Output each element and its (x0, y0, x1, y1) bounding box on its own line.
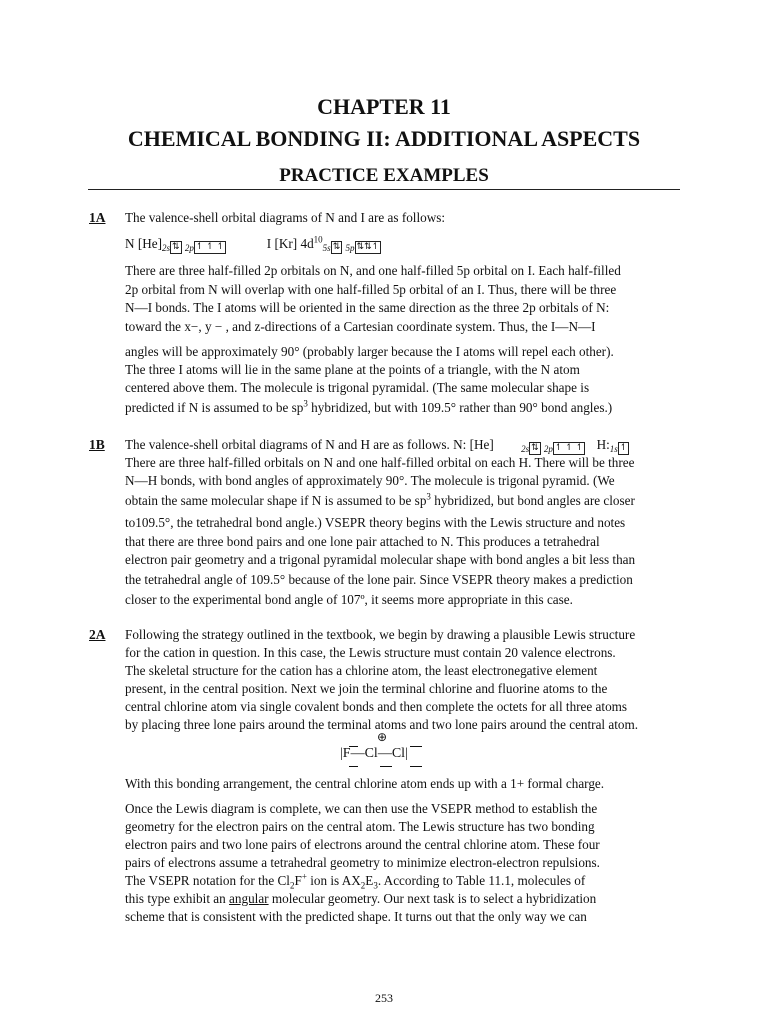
text-line (125, 873, 585, 889)
orbital-diagram-n-i (125, 236, 381, 256)
text-line: angles will be approximately 90° (probably larger because the I atoms will repel each other). (125, 344, 614, 359)
orbital-label: 5s (322, 243, 331, 253)
orbital-label: 2p (543, 444, 553, 454)
text-line: N—I bonds. The I atoms will be oriented in the same direction as the three 2p orbitals of N: (125, 300, 610, 315)
text-line: closer to the experimental bond angle of 107º, it seems more appropriate in this case. (125, 592, 573, 607)
text-line: There are three half-filled 2p orbitals on N, and one half-filled 5p orbital on I. Each half-filled (125, 263, 621, 278)
orbital-box: ↿ (619, 443, 628, 453)
text-line: Once the Lewis diagram is complete, we can then use the VSEPR method to establish the (125, 801, 598, 816)
text-run: molecular geometry. Our next task is to select a hybridization (268, 891, 597, 906)
lewis-bond: — (377, 746, 392, 761)
text-line: There are three half-filled orbitals on N and one half-filled orbital on each H. There will be three (125, 455, 635, 470)
text-run: The VSEPR notation for the Cl (125, 873, 290, 888)
text-line (125, 437, 629, 457)
text-run: this type exhibit an (125, 891, 230, 906)
orbital-box: ⇅ (531, 443, 539, 453)
example-label-1a: 1A (89, 210, 106, 225)
subscript: 2 (360, 880, 366, 891)
text-line: centered above them. The molecule is trigonal pyramidal. (The same molecular shape is (125, 380, 590, 395)
orbital-box: ↿ ↿ ↿ (554, 443, 584, 453)
text-line: present, in the central position. Next we join the terminal chlorine and fluorine atoms to the (125, 681, 608, 696)
header-rule (88, 189, 680, 190)
text-line: geometry for the electron pairs on the central atom. The Lewis structure has two bonding (125, 819, 595, 834)
orbital-label: 1s (609, 444, 618, 454)
text-line: electron pair geometry and a trigonal pyramidal molecular shape with bond angles a bit less than (125, 552, 636, 567)
orbital-box: ⇅ (172, 242, 180, 252)
text-line: for the cation in question. In this case, the Lewis structure must contain 20 valence electrons. (125, 645, 616, 660)
text-run: ion is AX (306, 873, 361, 888)
text-line (125, 891, 596, 907)
text-run: . According to Table 11.1, molecules of (377, 873, 586, 888)
orbital-label: 2s (521, 444, 530, 454)
formal-charge-symbol: ⊕ (377, 730, 388, 744)
orbital-box: ⇅⇅↿ (356, 242, 380, 252)
text-line: The valence-shell orbital diagrams of N and I are as follows: (125, 210, 446, 225)
text-line: The three I atoms will lie in the same plane at the points of a triangle, with the N atom (125, 362, 580, 377)
text-run: The valence-shell orbital diagrams of N and H are as follows. N: [He] (125, 437, 494, 452)
lewis-atom-f: |F (340, 746, 351, 761)
text-run: hybridized, but bond angles are closer (430, 493, 635, 508)
orbital-box: ↿ ↿ ↿ (195, 242, 225, 252)
text-run: obtain the same molecular shape if N is assumed to be sp (125, 493, 427, 508)
superscript: 3 (426, 491, 431, 502)
lone-pair-bar (410, 766, 422, 767)
page-number: 253 (375, 991, 393, 1005)
example-label-2a: 2A (89, 627, 106, 642)
text-run: hybridized, but with 109.5° rather than 90° bond angles.) (307, 400, 613, 415)
text-line: With this bonding arrangement, the central chlorine atom ends up with a 1+ formal charge. (125, 776, 605, 791)
text-run: F (294, 873, 302, 888)
text-line: N—H bonds, with bond angles of approximately 90°. The molecule is trigonal pyramid. (We (125, 473, 615, 488)
lone-pair-bar (349, 766, 358, 767)
lone-pair-bar (410, 746, 422, 747)
lewis-atom-cl-terminal: Cl| (391, 746, 408, 761)
text-line: scheme that is consistent with the predicted shape. It turns out that the only way we can (125, 909, 587, 924)
chapter-number: CHAPTER 11 (317, 94, 451, 119)
subscript: 3 (373, 880, 378, 891)
text-line: Following the strategy outlined in the textbook, we begin by drawing a plausible Lewis structure (125, 627, 636, 642)
lone-pair-bar (349, 746, 358, 747)
superscript: 10 (313, 234, 323, 245)
superscript: 3 (303, 398, 308, 409)
subscript: 2 (289, 880, 295, 891)
h-label: H: (596, 437, 610, 452)
underlined-word: angular (229, 891, 269, 906)
orbital-label: 5p (345, 243, 355, 253)
i-config: I [Kr] 4d (266, 236, 314, 251)
text-line: central chlorine atom via single covalent bonds and then complete the octets for all three atoms (125, 699, 628, 714)
lewis-row (340, 746, 408, 762)
text-line: pairs of electrons assume a tetrahedral geometry to minimize electron-electron repulsions. (125, 855, 600, 870)
text-run: E (365, 873, 374, 888)
text-line (125, 400, 612, 416)
superscript: + (301, 871, 307, 882)
orbital-label: 2s (161, 243, 170, 253)
n-config: N [He] (125, 236, 162, 251)
example-label-1b: 1B (89, 437, 105, 452)
lewis-structure (340, 730, 440, 770)
text-line: 2p orbital from N will overlap with one half-filled 5p orbital of an I. Thus, there will be three (125, 282, 617, 297)
text-line: electron pairs and two lone pairs of electrons around the central chlorine atom. These four (125, 837, 600, 852)
text-line: toward the x−, y − , and z-directions of a Cartesian coordinate system. Thus, the I—N—I (125, 319, 596, 334)
text-line: that there are three bond pairs and one lone pair attached to N. This produces a tetrahedral (125, 534, 600, 549)
text-line (125, 493, 635, 509)
lewis-bond: — (350, 746, 365, 761)
text-line: The skeletal structure for the cation has a chlorine atom, the least electronegative element (125, 663, 598, 678)
lone-pair-bar (380, 766, 392, 767)
lewis-atom-cl-center: Cl (364, 746, 378, 761)
text-line: by placing three lone pairs around the terminal atoms and two lone pairs around the central atom. (125, 717, 639, 732)
orbital-box: ⇅ (332, 242, 341, 252)
text-line: the tetrahedral angle of 109.5° because of the lone pair. Since VSEPR theory makes a prediction (125, 572, 633, 587)
chapter-title: CHEMICAL BONDING II: ADDITIONAL ASPECTS (127, 126, 641, 151)
text-line: to109.5°, the tetrahedral bond angle.) VSEPR theory begins with the Lewis structure and notes (125, 515, 626, 530)
text-run: predicted if N is assumed to be sp (125, 400, 304, 415)
section-title: PRACTICE EXAMPLES (279, 165, 489, 186)
orbital-label: 2p (184, 243, 194, 253)
